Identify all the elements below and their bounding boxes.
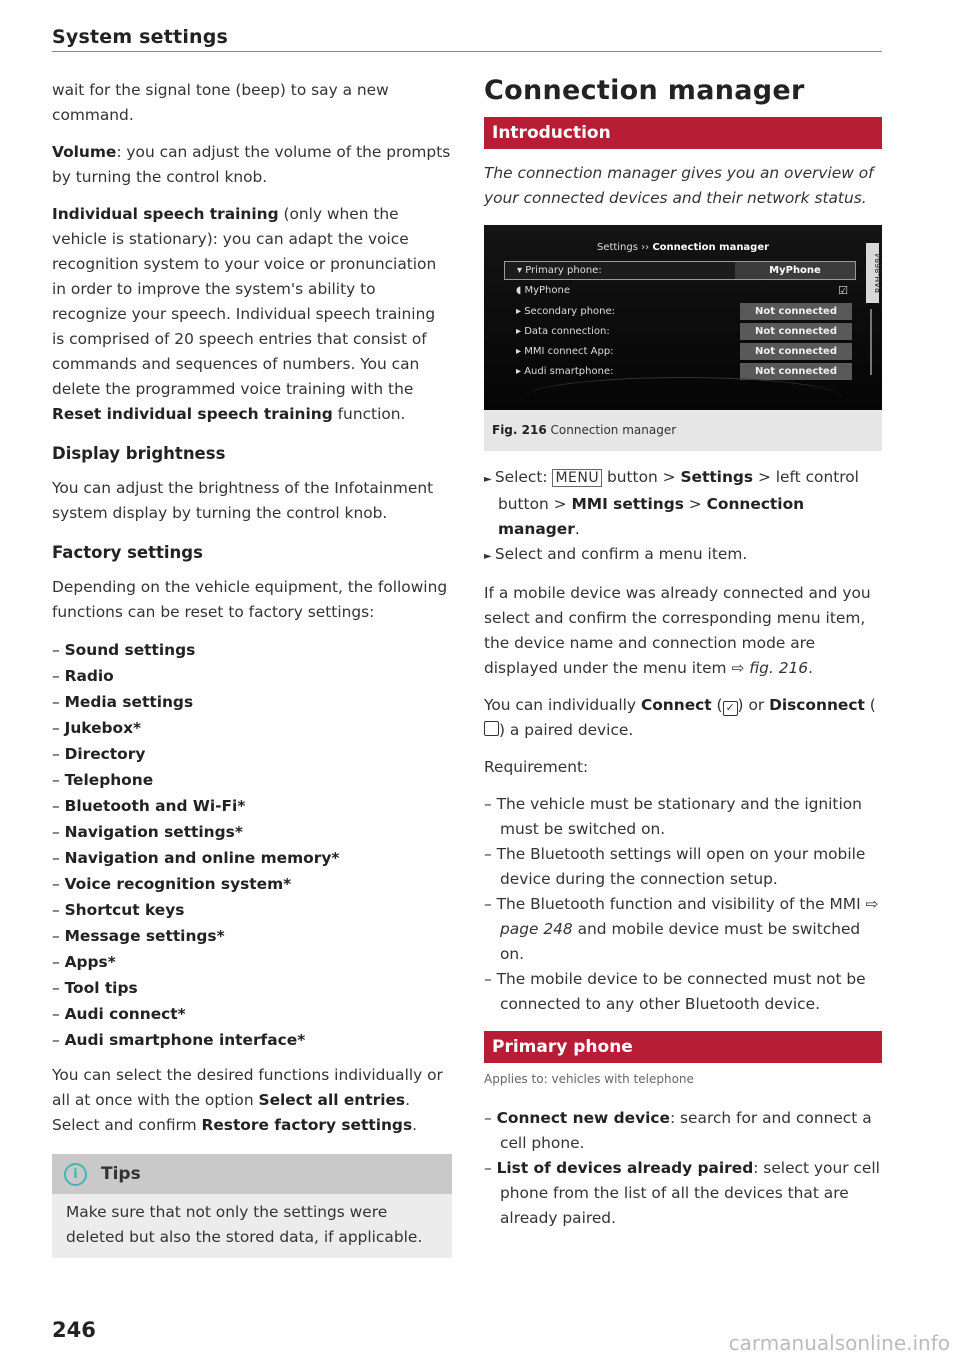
- list-item: – Directory: [52, 741, 452, 767]
- subsection-bar-primary-phone: Primary phone: [484, 1031, 882, 1063]
- screen-scrollbar: [870, 309, 872, 375]
- screen-row: ▸ Secondary phone: Not connected: [504, 303, 856, 320]
- row-label: ◖ MyPhone: [516, 285, 570, 296]
- heading-factory-settings: Factory settings: [52, 543, 203, 562]
- list-item: – Shortcut keys: [52, 897, 452, 923]
- tips-text: Make sure that not only the settings were deleted but also the stored data, if applicable.: [66, 1203, 423, 1246]
- list-item: – Navigation settings*: [52, 819, 452, 845]
- paragraph-volume: Volume: you can adjust the volume of the prompts by turning the control knob.: [52, 143, 451, 186]
- list-item: – Audi smartphone interface*: [52, 1027, 452, 1053]
- paragraph: You can adjust the brightness of the Infotainment system display by turning the control knob.: [52, 479, 434, 522]
- figure-code: RAH-8684: [866, 243, 879, 303]
- list-item: – Radio: [52, 663, 452, 689]
- list-item: – Jukebox*: [52, 715, 452, 741]
- list-item: – Sound settings: [52, 637, 452, 663]
- list-item: – Bluetooth and Wi-Fi*: [52, 793, 452, 819]
- paragraph-training: Individual speech training (only when the vehicle is stationary): you can adapt the voice recognition system to your voice or pronunciation in order to improve the system's ability to recognize your speech. Individual speech training is comprised of 20 speech entries that consist of commands and sequences of numbers. You can delete the programmed voice training with the Reset individual speech training function.: [52, 205, 437, 423]
- factory-list: [52, 637, 452, 1053]
- watermark: carmanualsonline.info: [728, 1331, 950, 1355]
- paragraph-connect: You can individually Connect ( ✓ ) or Disconnect () a paired device.: [484, 696, 876, 739]
- tips-box: [52, 1154, 452, 1258]
- list-item: – Tool tips: [52, 975, 452, 1001]
- list-item: – The vehicle must be stationary and the ignition must be switched on.: [484, 792, 882, 842]
- screen-row: ▸ Audi smartphone: Not connected: [504, 363, 856, 380]
- list-item: – The Bluetooth function and visibility of the MMI ⇨ page 248 and mobile device must be switched on.: [484, 892, 882, 967]
- screen-row: ▸ MMI connect App: Not connected: [504, 343, 856, 360]
- list-item: – Voice recognition system*: [52, 871, 452, 897]
- list-item: – Apps*: [52, 949, 452, 975]
- tips-header: [52, 1154, 452, 1194]
- running-header: System settings: [52, 26, 229, 48]
- page-number: 246: [52, 1318, 96, 1342]
- section-title: Connection manager: [484, 75, 805, 106]
- tips-title: Tips: [101, 1163, 141, 1184]
- empty-box-icon: [484, 721, 499, 736]
- screen-row-primary: [504, 261, 856, 280]
- applies-note: Applies to: vehicles with telephone: [484, 1072, 694, 1086]
- primary-list: [484, 1106, 882, 1231]
- figure-216: [484, 225, 882, 451]
- paragraph: Requirement:: [484, 758, 589, 776]
- header-rule: [52, 51, 882, 52]
- heading-display-brightness: Display brightness: [52, 444, 226, 463]
- paragraph: If a mobile device was already connected and you select and confirm the corresponding menu item, the device name and connection mode are displayed under the menu item ⇨ fig. 216.: [484, 584, 871, 677]
- list-item: – Message settings*: [52, 923, 452, 949]
- check-icon: ✓: [723, 701, 738, 716]
- instruction-step: ► Select and confirm a menu item.: [484, 542, 882, 569]
- list-item: – The Bluetooth settings will open on your mobile device during the connection setup.: [484, 842, 882, 892]
- checkbox-icon: ☑: [838, 284, 848, 297]
- screen-row-sub: [504, 282, 856, 299]
- intro-text: The connection manager gives you an overview of your connected devices and their network status.: [484, 164, 874, 207]
- row-label: ▾ Primary phone:: [517, 265, 602, 276]
- list-item: – List of devices already paired: select your cell phone from the list of all the devices that are already paired.: [484, 1156, 882, 1231]
- instruction-step: ► Select: MENU button > Settings > left control button > MMI settings > Connection manager.: [484, 465, 882, 542]
- requirement-list: [484, 792, 882, 1017]
- list-item: – Connect new device: search for and connect a cell phone.: [484, 1106, 882, 1156]
- list-item: – Audi connect*: [52, 1001, 452, 1027]
- paragraph: Depending on the vehicle equipment, the following functions can be reset to factory settings:: [52, 578, 448, 621]
- screen-arc: [524, 377, 842, 418]
- screen-title: Settings ›› Connection manager: [596, 242, 770, 253]
- paragraph: wait for the signal tone (beep) to say a new command.: [52, 81, 389, 124]
- list-item: – Navigation and online memory*: [52, 845, 452, 871]
- mmi-screen: [484, 225, 882, 410]
- row-value: MyPhone: [735, 262, 855, 279]
- figure-caption: Fig. 216 Connection manager: [492, 423, 677, 437]
- subsection-bar-introduction: Introduction: [484, 117, 882, 149]
- list-item: – Media settings: [52, 689, 452, 715]
- screen-row: ▸ Data connection: Not connected: [504, 323, 856, 340]
- list-item: – Telephone: [52, 767, 452, 793]
- right-column: [484, 75, 883, 1245]
- info-icon: i: [64, 1163, 87, 1186]
- paragraph-select: You can select the desired functions individually or all at once with the option Select all entries. Select and confirm Restore factory settings.: [52, 1066, 443, 1134]
- left-column: [52, 78, 452, 1258]
- list-item: – The mobile device to be connected must not be connected to any other Bluetooth device.: [484, 967, 882, 1017]
